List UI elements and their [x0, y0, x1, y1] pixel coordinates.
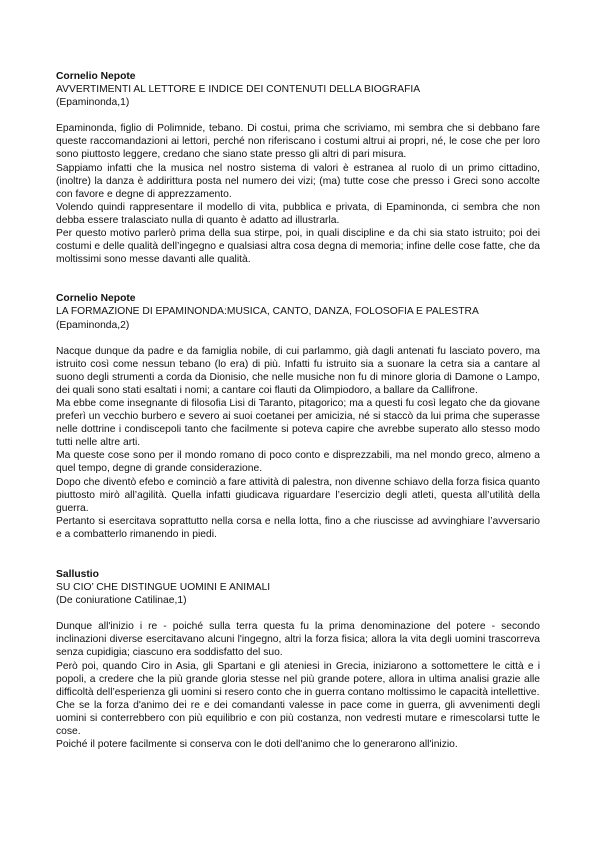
paragraph: Però poi, quando Ciro in Asia, gli Spartani e gli ateniesi in Grecia, iniziarono a sottomettere le città e i popoli, a credere che la più grande gloria stesse nel più grande potere, allora in ultima analisi grazie alle difficoltà dell’esperienza gli uomini si resero conto che in guerra contano moltissimo le capacità intellettive.: [56, 660, 540, 698]
paragraph: Volendo quindi rappresentare il modello di vita, pubblica e privata, di Epaminonda, ci sembra che non debba essere tralasciato nulla di quanto è adatto ad illustrarla.: [56, 201, 540, 226]
section-epaminonda-2: [56, 292, 540, 541]
section-author: Sallustio: [56, 569, 99, 580]
paragraph: Che se la forza d'animo dei re e dei comandanti valesse in pace come in guerra, gli avvenimenti degli uomini si conterrebbero con più equilibrio e con più costanza, non vedresti mutare e rimescolarsi tutte le cose.: [56, 699, 540, 738]
document-page: [56, 70, 540, 777]
paragraph: Per questo motivo parlerò prima della sua stirpe, poi, in quali discipline e da chi sia stato istruito; poi dei costumi e delle qualità dell’ingegno e qualsiasi altra cosa degna di memoria; infine delle cose fatte, che da moltissimi sono messe davanti alle qualità.: [56, 228, 540, 266]
paragraph: Pertanto si esercitava soprattutto nella corsa e nella lotta, fino a che riuscisse ad avvinghiare l’avversario e a combatterlo rimanendo in piedi.: [56, 515, 540, 540]
paragraph: Epaminonda, figlio di Polimnide, tebano. Di costui, prima che scriviamo, mi sembra che si debbano fare queste raccomandazioni ai lettori, perché non riferiscano i costumi altrui ai propri, né, le cose che per loro sono piuttosto leggere, credano che siano state presso gli altri di pari misura.: [56, 123, 540, 161]
section-reference: (Epaminonda,1): [56, 97, 130, 109]
paragraph: Sappiamo infatti che la musica nel nostro sistema di valori è estranea al ruolo di un primo cittadino, (inoltre) la danza è addirittura posta nel numero dei vizi; (ma) tutte cose che presso i Greci sono accolte con favore e degne di apprezzamento.: [56, 162, 540, 200]
section-reference: (De coniuratione Catilinae,1): [56, 595, 187, 607]
section-epaminonda-1: [56, 70, 540, 266]
section-title: AVVERTIMENTI AL LETTORE E INDICE DEI CONTENUTI DELLA BIOGRAFIA: [56, 84, 421, 96]
section-title: SU CIO’ CHE DISTINGUE UOMINI E ANIMALI: [56, 582, 271, 594]
paragraph: Ma queste cose sono per il mondo romano di poco conto e disprezzabili, ma nel mondo greco, almeno a quel tempo, degne di grande considerazione.: [56, 450, 540, 475]
paragraph: Nacque dunque da padre e da famiglia nobile, di cui parlammo, già dagli antenati fu lasciato povero, ma istruito così come nessun tebano (lo era) di più. Infatti fu istruito sia a suonare la cetra sia a cantare al suono degli strumenti a corda da Dionisio, che nelle musiche non fu di minore gloria di Damone o Lampo, dei quali sono stati esaltati i nomi; a cantare coi flauti da Olimpiodoro, a ballare da Callifrone.: [56, 345, 540, 396]
section-reference: (Epaminonda,2): [56, 319, 130, 331]
section-sallustio: [56, 568, 540, 751]
paragraph: Ma ebbe come insegnante di filosofia Lisi di Taranto, pitagorico; ma a questi fu così legato che da giovane preferì un vecchio burbero e severo ai suoi coetanei per amicizia, né si staccò da lui prima che superasse nelle dottrine i condiscepoli tanto che facilmente si poteva capire che avrebbe superato allo stesso modo tutti nelle altre arti.: [56, 397, 540, 449]
paragraph: Dunque all'inizio i re - poiché sulla terra questa fu la prima denominazione del potere - secondo inclinazioni diverse esercitavano alcuni l'ingegno, altri la forza fisica; allora la vita degli uomini trascorreva senza cupidigia; ciascuno era soddisfatto del suo.: [56, 621, 540, 659]
paragraph: Dopo che diventò efebo e cominciò a fare attività di palestra, non divenne schiavo della forza fisica quanto piuttosto mirò all’agilità. Quella infatti giudicava riguardare l’esercizio degli atleti, questa all’utilità della guerra.: [56, 476, 540, 514]
section-title: LA FORMAZIONE DI EPAMINONDA:MUSICA, CANTO, DANZA, FOLOSOFIA E PALESTRA: [56, 306, 479, 318]
paragraph: Poiché il potere facilmente si conserva con le doti dell'animo che lo generarono all'inizio.: [56, 739, 458, 751]
section-author: Cornelio Nepote: [56, 71, 136, 82]
section-author: Cornelio Nepote: [56, 293, 136, 305]
